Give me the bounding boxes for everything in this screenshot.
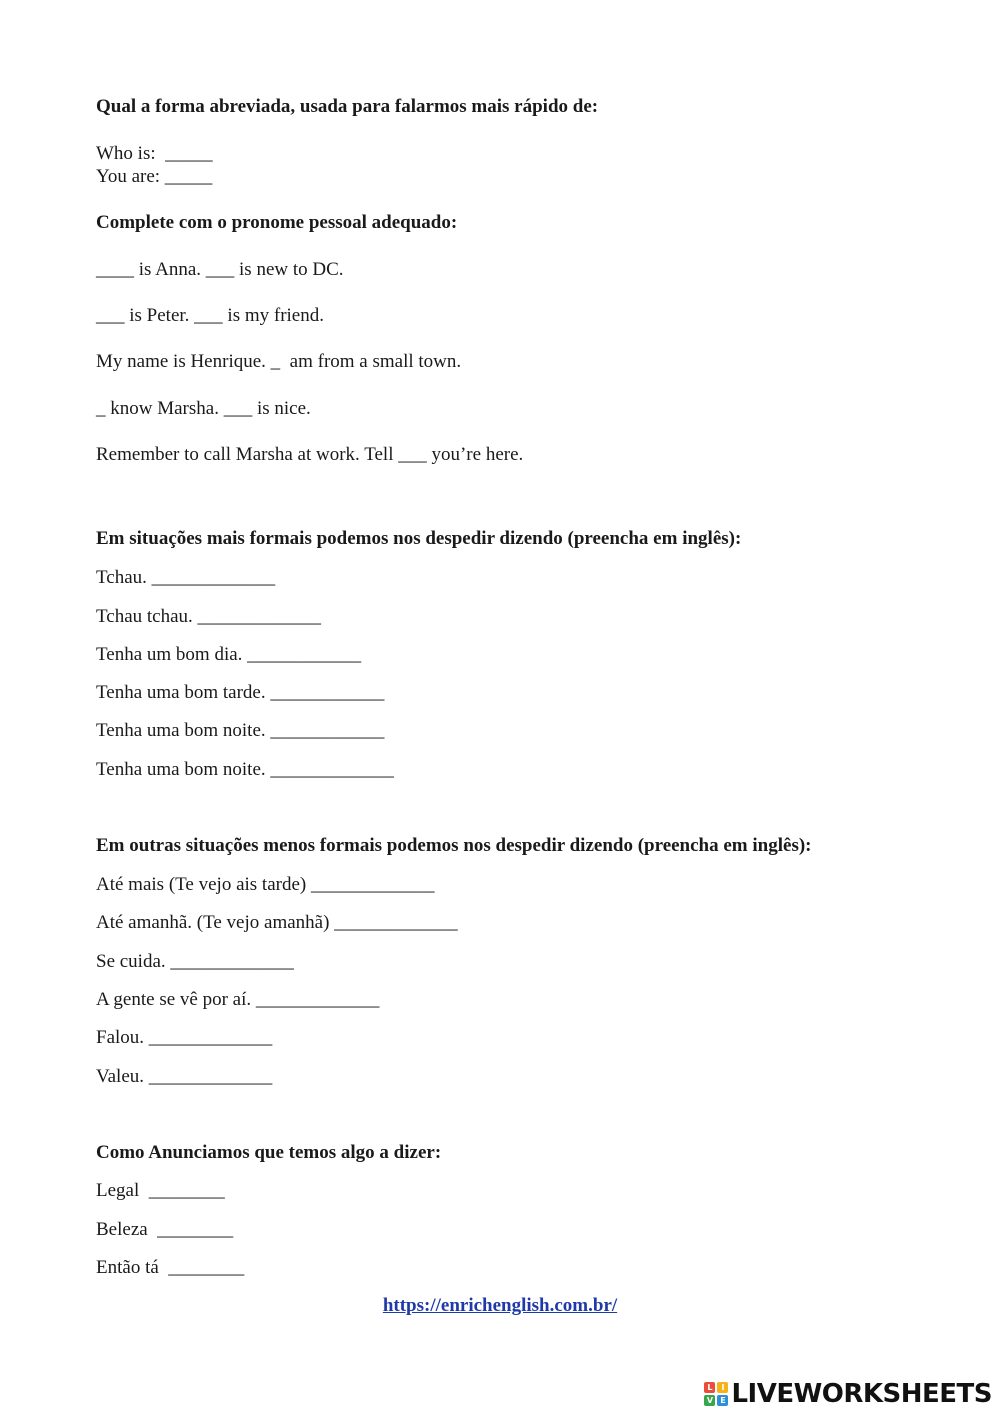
exercise-line: Até mais (Te vejo ais tarde) _____________: [96, 874, 435, 895]
exercise-line: Se cuida. _____________: [96, 951, 294, 972]
exercise-line: A gente se vê por aí. _____________: [96, 989, 380, 1010]
section-heading-announcing: Como Anunciamos que temos algo a dizer:: [96, 1142, 442, 1163]
exercise-line: You are: _____: [96, 166, 213, 187]
exercise-line: Legal ________: [96, 1180, 225, 1201]
liveworksheets-logo-icon: [704, 1382, 728, 1406]
website-link[interactable]: https://enrichenglish.com.br/: [382, 1295, 618, 1316]
exercise-line: Falou. _____________: [96, 1027, 273, 1048]
section-heading-informal-goodbyes: Em outras situações menos formais podemos nos despedir dizendo (preencha em inglês):: [96, 835, 812, 856]
exercise-line: Tenha uma bom tarde. ____________: [96, 682, 385, 703]
logo-text: LIVEWORKSHEETS: [731, 1379, 992, 1409]
exercise-line: Tenha uma bom noite. _____________: [96, 759, 394, 780]
logo-tile-icon: V: [704, 1395, 715, 1406]
exercise-line: Tchau tchau. _____________: [96, 606, 322, 627]
exercise-line: Tenha uma bom noite. ____________: [96, 720, 385, 741]
exercise-line: Who is: _____: [96, 143, 213, 164]
exercise-line: Até amanhã. (Te vejo amanhã) _____________: [96, 912, 458, 933]
exercise-line: Remember to call Marsha at work. Tell ___ you’re here.: [96, 444, 524, 465]
logo-tile-icon: I: [717, 1382, 728, 1393]
section-heading-pronouns: Complete com o pronome pessoal adequado:: [96, 212, 458, 233]
liveworksheets-logo: [704, 1378, 992, 1410]
exercise-line: Então tá ________: [96, 1257, 245, 1278]
exercise-line: Tenha um bom dia. ____________: [96, 644, 362, 665]
section-heading-abbreviations: Qual a forma abreviada, usada para falarmos mais rápido de:: [96, 96, 599, 117]
exercise-line: _ know Marsha. ___ is nice.: [96, 398, 311, 419]
logo-tile-icon: L: [704, 1382, 715, 1393]
section-heading-formal-goodbyes: Em situações mais formais podemos nos despedir dizendo (preencha em inglês):: [96, 528, 742, 549]
exercise-line: Tchau. _____________: [96, 567, 276, 588]
exercise-line: ___ is Peter. ___ is my friend.: [96, 305, 324, 326]
logo-tile-icon: E: [717, 1395, 728, 1406]
exercise-line: ____ is Anna. ___ is new to DC.: [96, 259, 344, 280]
exercise-line: My name is Henrique. _ am from a small town.: [96, 351, 462, 372]
exercise-line: Beleza ________: [96, 1219, 234, 1240]
exercise-line: Valeu. _____________: [96, 1066, 273, 1087]
